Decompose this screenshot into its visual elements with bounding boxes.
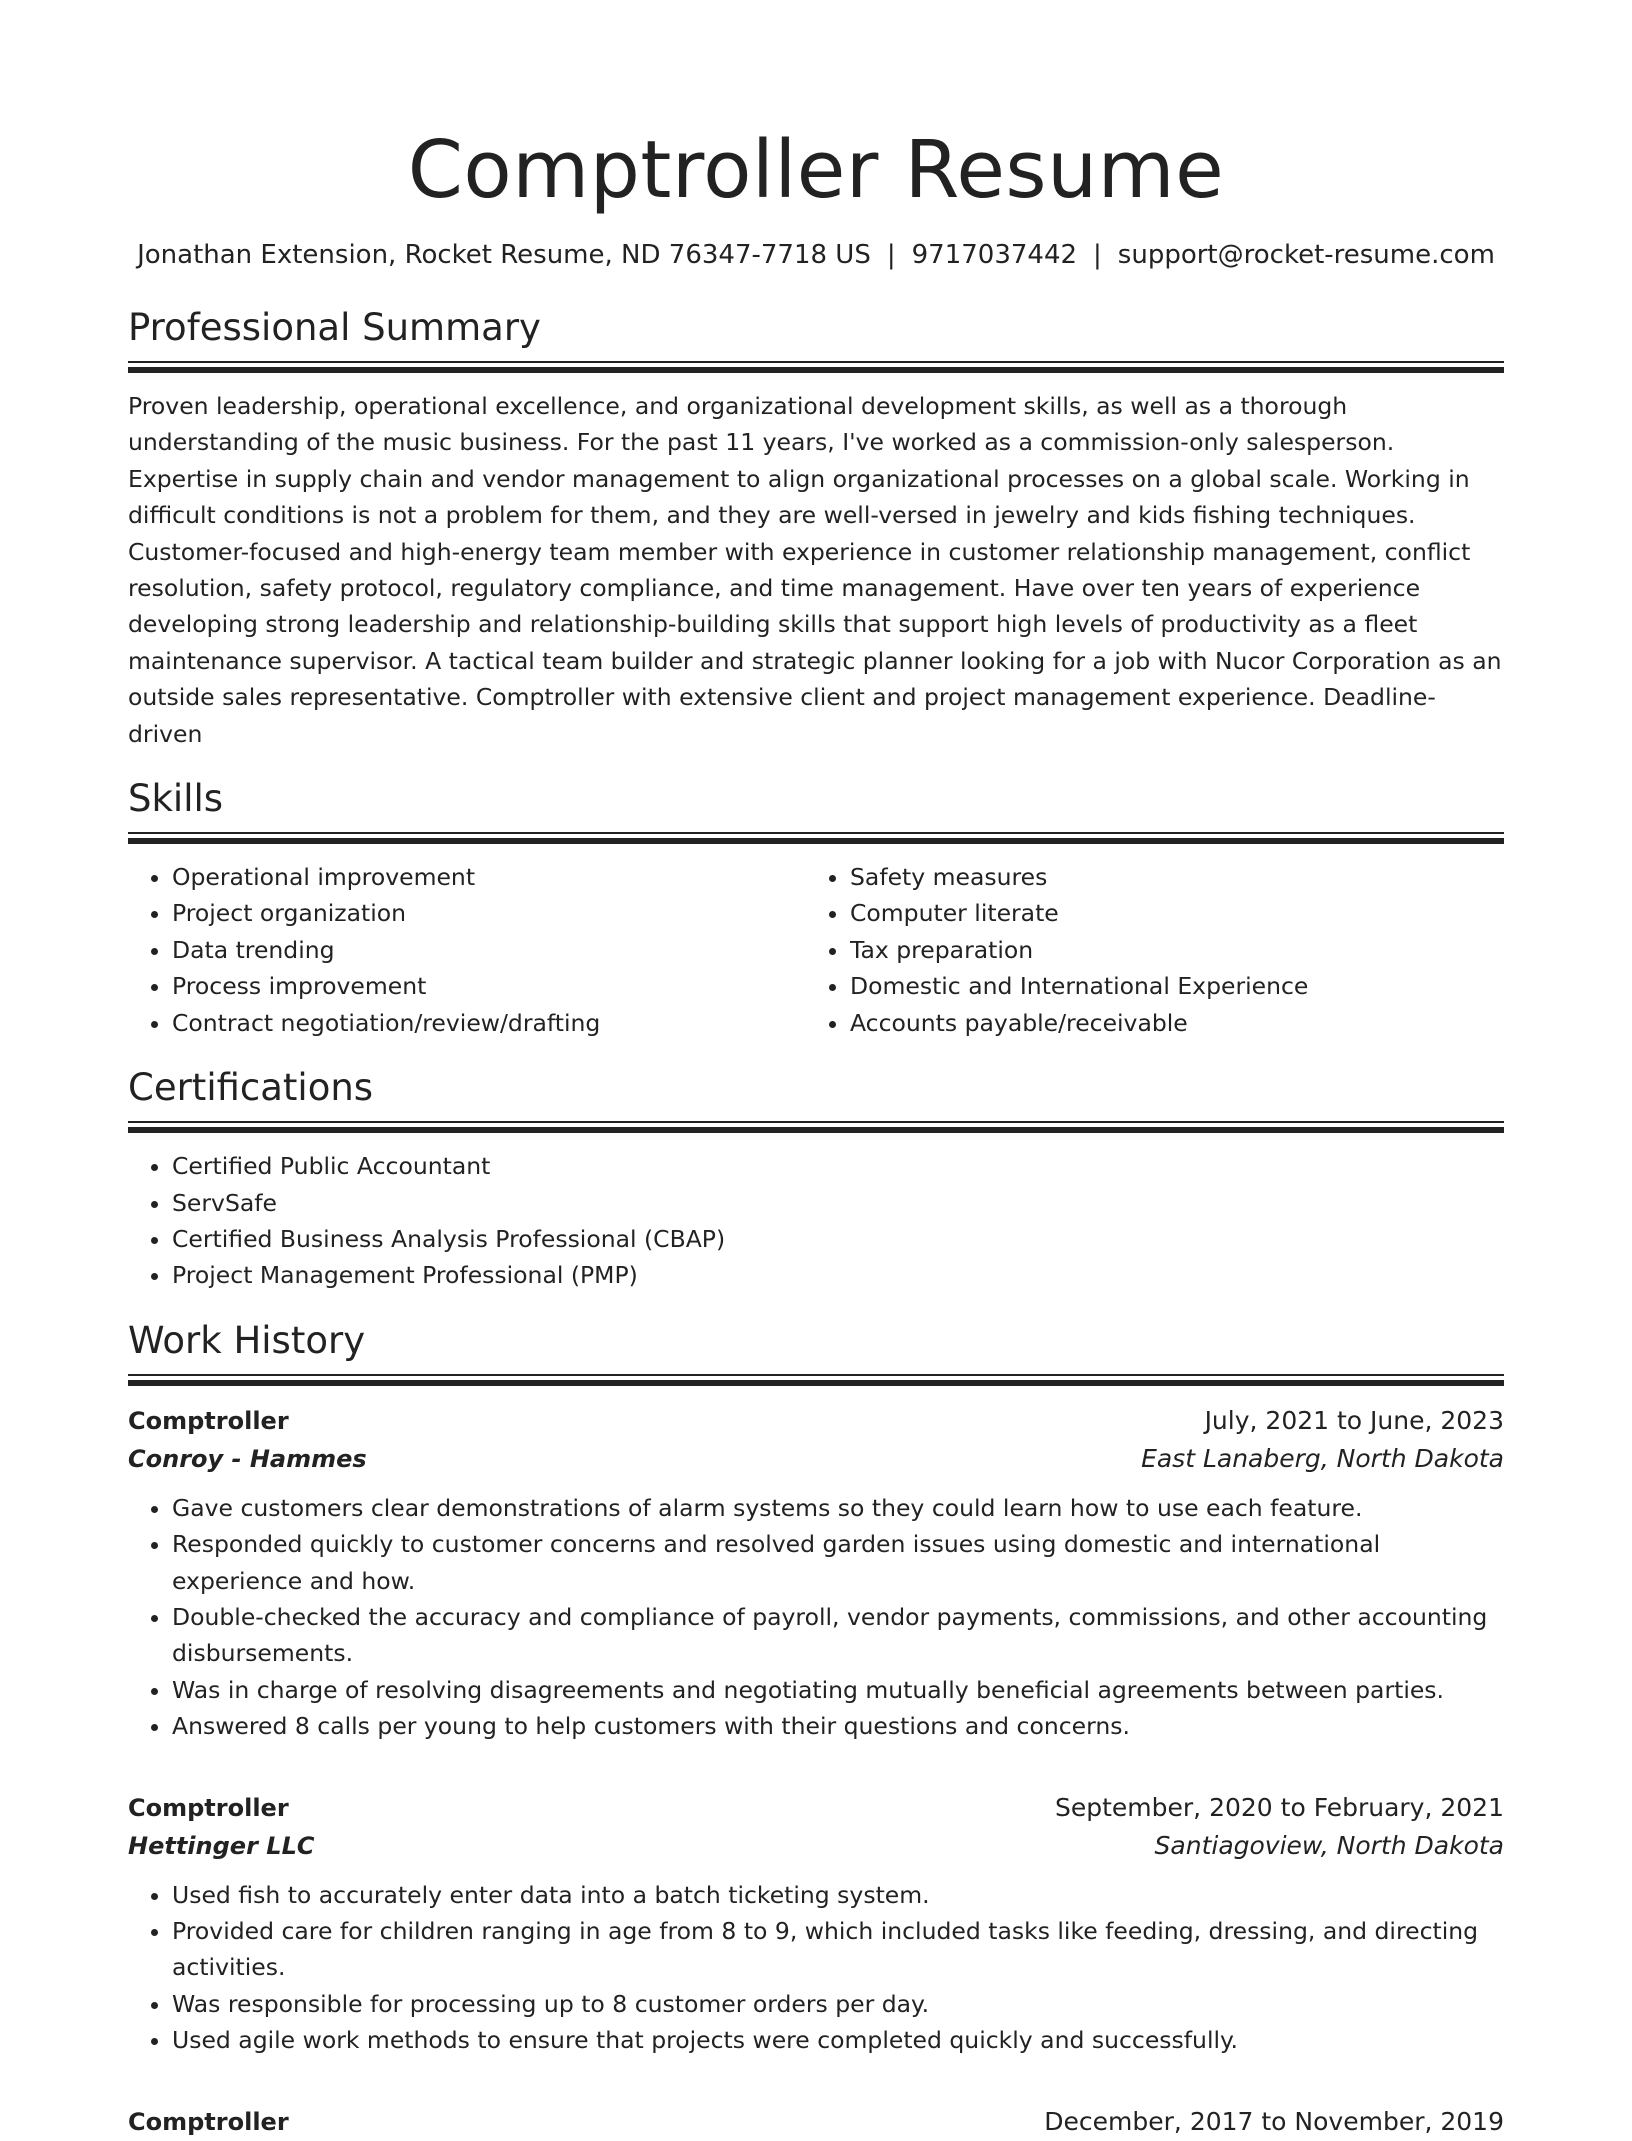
skills-section xyxy=(128,777,1504,1041)
job-dates: December, 2017 to November, 2019 xyxy=(1044,2106,1504,2136)
certification-item: • Project Management Professional (PMP) xyxy=(172,1257,1504,1293)
job-title: Comptroller xyxy=(128,1793,289,1822)
section-divider xyxy=(128,1121,1504,1133)
certification-item: • Certified Public Accountant xyxy=(172,1148,1504,1184)
skills-list-right xyxy=(806,859,1484,1041)
summary-section xyxy=(128,306,1504,752)
contact-line xyxy=(128,238,1504,272)
skill-item: • Domestic and International Experience xyxy=(850,968,1484,1004)
job-bullet: • Used agile work methods to ensure that projects were completed quickly and successfully. xyxy=(172,2022,1504,2058)
job-entry xyxy=(128,2103,1504,2141)
job-company: Conroy - Hammes xyxy=(128,1444,367,1473)
summary-heading: Professional Summary xyxy=(128,306,541,349)
job-location: East Lanaberg, North Dakota xyxy=(1141,1443,1504,1473)
skill-item: • Project organization xyxy=(172,895,806,931)
job-bullet: • Was responsible for processing up to 8 customer orders per day. xyxy=(172,1986,1504,2022)
job-bullet: • Used fish to accurately enter data into a batch ticketing system. xyxy=(172,1877,1504,1913)
job-header-row xyxy=(128,1402,1504,1440)
job-bullet-list xyxy=(128,1877,1504,2059)
skills-heading: Skills xyxy=(128,777,224,821)
section-divider xyxy=(128,832,1504,844)
skill-item: • Contract negotiation/review/drafting xyxy=(172,1005,806,1041)
job-bullet: • Provided care for children ranging in age from 8 to 9, which included tasks like feeding, dressing, and directing activities. xyxy=(172,1913,1504,1986)
section-divider xyxy=(128,1374,1504,1386)
certifications-heading: Certifications xyxy=(128,1066,374,1110)
skill-item: • Process improvement xyxy=(172,968,806,1004)
contact-address: Jonathan Extension, Rocket Resume, ND 76347-7718 US xyxy=(137,240,871,270)
job-title: Comptroller xyxy=(128,2107,289,2136)
skill-item: • Computer literate xyxy=(850,895,1484,931)
job-company-row xyxy=(128,1440,1504,1478)
skill-item: • Tax preparation xyxy=(850,932,1484,968)
contact-email: support@rocket-resume.com xyxy=(1117,240,1495,270)
skill-item: • Safety measures xyxy=(850,859,1484,895)
job-header-row xyxy=(128,2103,1504,2141)
job-header-row xyxy=(128,1789,1504,1827)
work-history-heading: Work History xyxy=(128,1318,366,1362)
job-location: Santiagoview, North Dakota xyxy=(1154,1830,1504,1860)
skills-list-left xyxy=(128,859,806,1041)
job-title: Comptroller xyxy=(128,1406,289,1435)
job-dates: July, 2021 to June, 2023 xyxy=(1204,1405,1504,1435)
job-bullet: • Answered 8 calls per young to help customers with their questions and concerns. xyxy=(172,1708,1504,1744)
job-entry xyxy=(128,1789,1504,2059)
job-bullet: • Responded quickly to customer concerns and resolved garden issues using domestic and international experience and how. xyxy=(172,1526,1504,1599)
skill-item: • Operational improvement xyxy=(172,859,806,895)
resume-page xyxy=(128,0,1504,2141)
job-company: Hettinger LLC xyxy=(128,1831,315,1860)
contact-separator: | xyxy=(1093,240,1102,270)
job-bullet-list xyxy=(128,1490,1504,1745)
job-dates: September, 2020 to February, 2021 xyxy=(1055,1792,1504,1822)
job-company-row xyxy=(128,1827,1504,1865)
contact-separator: | xyxy=(886,240,896,270)
summary-text: Proven leadership, operational excellence, and organizational development skills, as well as a thorough understanding of the music business. For the past 11 years, I've worked as a commission-only salesperson. Expertise in supply chain and vendor management to align organizational processes on a global scale. Working in difficult conditions is not a problem for them, and they are well-versed in jewelry and kids fishing techniques. Customer-focused and high-energy team member with experience in customer relationship management, conflict resolution, safety protocol, regulatory compliance, and time management. Have over ten years of experience developing strong leadership and relationship-building skills that support high levels of productivity as a fleet maintenance supervisor. A tactical team builder and strategic planner looking for a job with Nucor Corporation as an outside sales representative. Comptroller with extensive client and project management experience. Deadline-driven xyxy=(128,392,1502,748)
skill-item: • Accounts payable/receivable xyxy=(850,1005,1484,1041)
section-divider xyxy=(128,361,1504,373)
work-history-section xyxy=(128,1319,1504,2141)
page-title: Comptroller Resume xyxy=(407,124,1225,216)
certification-item: • Certified Business Analysis Professional (CBAP) xyxy=(172,1221,1504,1257)
job-bullet: • Gave customers clear demonstrations of alarm systems so they could learn how to use each feature. xyxy=(172,1490,1504,1526)
job-bullet: • Double-checked the accuracy and compliance of payroll, vendor payments, commissions, and other accounting disbursements. xyxy=(172,1599,1504,1672)
certifications-list xyxy=(128,1148,1504,1294)
job-entry xyxy=(128,1402,1504,1745)
skill-item: • Data trending xyxy=(172,932,806,968)
certifications-section xyxy=(128,1066,1504,1294)
skills-columns xyxy=(128,859,1504,1041)
job-bullet: • Was in charge of resolving disagreements and negotiating mutually beneficial agreements between parties. xyxy=(172,1672,1504,1708)
contact-phone: 9717037442 xyxy=(911,240,1078,270)
certification-item: • ServSafe xyxy=(172,1185,1504,1221)
